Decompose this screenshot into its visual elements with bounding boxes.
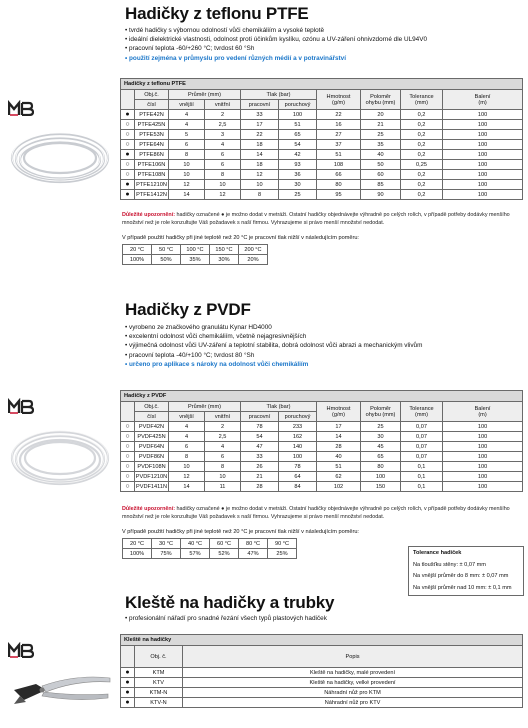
table-cell: 100 xyxy=(443,180,523,190)
ptfe-highlight: • použití zejména v průmyslu pro vedení různých médií a v potravinářství xyxy=(125,54,427,63)
table-cell: KTV-N xyxy=(135,698,183,708)
table-cell: PVDF1210N xyxy=(135,473,168,480)
table-cell: PTFE86N xyxy=(135,150,169,160)
table-cell: PTFE42N xyxy=(135,110,169,120)
table-cell: 25 xyxy=(361,422,401,432)
table-cell: 51 xyxy=(279,120,317,130)
table-cell: 64 xyxy=(279,472,317,482)
table-cell: 100 xyxy=(443,472,523,482)
table-cell: 6 xyxy=(205,160,241,170)
table-row xyxy=(121,120,523,130)
availability-mark: ○ xyxy=(121,432,135,442)
table-cell: 27 xyxy=(317,130,361,140)
pvdf-bullets xyxy=(125,323,422,369)
table-cell: 14 xyxy=(169,190,205,200)
table-cell: 0,07 xyxy=(401,422,443,432)
table-cell: 100 xyxy=(361,472,401,482)
table-cell: 100 xyxy=(443,462,523,472)
table-cell: 10 xyxy=(169,160,205,170)
table-cell: 100 xyxy=(443,150,523,160)
table-row xyxy=(121,472,523,482)
table-cell: 100 xyxy=(443,110,523,120)
table-cell: 25 xyxy=(361,130,401,140)
temp-cell: 40 °C xyxy=(181,539,210,549)
availability-mark: ○ xyxy=(121,442,135,452)
table-cell: Kleště na hadičky, velké provedení xyxy=(183,678,523,688)
pvdf-temp-note: V případě použití hadičky při jiné teplotě než 20 °C je pracovní tlak nižší v následujícím poměru: xyxy=(122,529,359,535)
table-cell: 100 xyxy=(443,160,523,170)
col-packaging: Balení (m) xyxy=(443,90,523,110)
table-cell: 11 xyxy=(205,482,241,492)
table-cell: 4 xyxy=(169,432,205,442)
ptfe-note: Důležité upozornění: hadičky označené ● je možno dodat v metráži. Ostatní hadičky objednávejte výhradně po celých rolích, v případě potřeby dodávky menšího množství než je role konzultujte Váš požadavek s naší firmou. Vyhrazujeme si právo menší množství nedodat. xyxy=(122,212,510,226)
col-working: pracovní xyxy=(241,412,279,422)
table-cell: 0,07 xyxy=(401,452,443,462)
cutter-table-title: Kleště na hadičky xyxy=(121,635,523,646)
table-cell: 4 xyxy=(205,442,241,452)
table-cell: 21 xyxy=(241,472,279,482)
table-cell: PTFE64N xyxy=(135,140,169,150)
brand-logo-icon xyxy=(8,100,34,116)
ptfe-bullet: • ideální dielektrické vlastnosti, odolnost proti účinkům kyslíku, ozónu a UV-záření ohnivzdorné dle UL94V0 xyxy=(125,35,427,44)
table-cell: 6 xyxy=(169,442,205,452)
col-packaging: Balení (m) xyxy=(443,402,523,422)
table-row xyxy=(121,668,523,678)
table-cell: 22 xyxy=(317,110,361,120)
table-row xyxy=(121,160,523,170)
temp-cell: 20 °C xyxy=(123,245,152,255)
table-cell: 162 xyxy=(279,432,317,442)
tolerance-line: Na vnější průměr do 8 mm: ± 0,07 mm xyxy=(413,573,509,579)
table-cell: 2 xyxy=(205,110,241,120)
table-cell: 45 xyxy=(361,442,401,452)
table-cell: PVDF64N xyxy=(135,442,169,452)
ptfe-temp-table xyxy=(122,244,268,265)
brand-logo-icon xyxy=(8,398,34,414)
table-cell: 54 xyxy=(241,432,279,442)
table-cell: PVDF425N xyxy=(135,432,169,442)
availability-mark: ● xyxy=(121,110,135,120)
col-tolerance: Tolerance (mm) xyxy=(401,402,443,422)
col-obj: Obj.č. xyxy=(135,90,169,100)
temp-cell: 100% xyxy=(123,255,152,265)
pvdf-table xyxy=(120,390,523,492)
col-radius: Poloměr ohybu (mm) xyxy=(361,90,401,110)
pvdf-bullet: • výjimečná odolnost vůči UV-záření a teplotní stabilita, dobrá odolnost vůči abrazi a mechanickým vlivům xyxy=(125,341,422,350)
col-diameter: Průměr (mm) xyxy=(169,402,241,412)
cutter-bullet: • profesionální nářadí pro snadné řezání všech typů plastových hadiček xyxy=(125,614,327,623)
table-cell: 100 xyxy=(443,120,523,130)
table-cell: 40 xyxy=(317,452,361,462)
availability-mark: ○ xyxy=(121,452,135,462)
col-inner: vnitřní xyxy=(205,100,241,110)
table-cell: 14 xyxy=(169,482,205,492)
ptfe-bullet: • tvrdé hadičky s výbornou odolností vůči chemikáliím a vysoké teplotě xyxy=(125,26,427,35)
table-cell: 4 xyxy=(205,140,241,150)
availability-mark: ● xyxy=(121,150,135,160)
pvdf-table-title: Hadičky z PVDF xyxy=(121,391,523,402)
table-cell: 20 xyxy=(361,110,401,120)
tolerance-box xyxy=(408,546,524,596)
table-row xyxy=(121,452,523,462)
table-cell: 100 xyxy=(443,130,523,140)
pvdf-bullet: • vyrobeno ze značkového granulátu Kynar HD4000 xyxy=(125,323,422,332)
table-cell: 18 xyxy=(241,160,279,170)
tolerance-line: Na tloušťku stěny: ± 0,07 mm xyxy=(413,561,486,568)
table-cell: 65 xyxy=(279,130,317,140)
table-cell: 2 xyxy=(205,422,241,432)
ptfe-bullet: • pracovní teplota -60/+260 °C; tvrdost 60 °Sh xyxy=(125,44,427,53)
table-cell: 100 xyxy=(443,432,523,442)
table-cell: 0,1 xyxy=(401,472,443,482)
temp-cell: 50% xyxy=(152,255,181,265)
col-weight: Hmotnost (g/m) xyxy=(317,402,361,422)
table-cell: 2,5 xyxy=(205,120,241,130)
table-cell: 26 xyxy=(241,462,279,472)
table-cell: 0,2 xyxy=(401,180,443,190)
availability-mark: ○ xyxy=(121,462,135,472)
table-cell: 8 xyxy=(169,452,205,462)
table-cell: 233 xyxy=(279,422,317,432)
table-row xyxy=(121,482,523,492)
temp-cell: 100 °C xyxy=(181,245,210,255)
col-pressure: Tlak (bar) xyxy=(241,90,317,100)
table-row xyxy=(121,140,523,150)
table-row xyxy=(121,170,523,180)
table-cell: 42 xyxy=(279,150,317,160)
table-cell: 4 xyxy=(169,422,205,432)
table-cell: 37 xyxy=(317,140,361,150)
col-working: pracovní xyxy=(241,100,279,110)
table-cell: 12 xyxy=(205,190,241,200)
table-cell: 25 xyxy=(279,190,317,200)
table-cell: 90 xyxy=(361,190,401,200)
table-cell: 100 xyxy=(443,452,523,462)
table-cell: Kleště na hadičky, malé provedení xyxy=(183,668,523,678)
availability-mark: ○ xyxy=(121,120,135,130)
temp-cell: 30 °C xyxy=(152,539,181,549)
col-number: čísl xyxy=(135,100,169,110)
table-cell: 150 xyxy=(361,482,401,492)
table-row xyxy=(121,130,523,140)
table-cell: 47 xyxy=(241,442,279,452)
availability-mark: ● xyxy=(121,698,135,708)
table-cell: 102 xyxy=(317,482,361,492)
pvdf-bullet: • pracovní teplota -40/+100 °C; tvrdost 80 °Sh xyxy=(125,351,422,360)
table-cell: 21 xyxy=(361,120,401,130)
pvdf-title: Hadičky z PVDF xyxy=(125,300,251,319)
col-outer: vnější xyxy=(169,412,205,422)
table-cell: 95 xyxy=(317,190,361,200)
table-cell: 5 xyxy=(169,130,205,140)
table-cell: 0,1 xyxy=(401,462,443,472)
table-cell: PVDF108N xyxy=(135,462,169,472)
table-cell: 85 xyxy=(361,180,401,190)
table-row xyxy=(121,688,523,698)
table-cell: 93 xyxy=(279,160,317,170)
table-row xyxy=(121,442,523,452)
ptfe-temp-note: V případě použití hadičky při jiné teplotě než 20 °C je pracovní tlak nižší v následujícím poměru: xyxy=(122,235,359,241)
table-cell: 10 xyxy=(205,472,241,482)
cutter-bullets xyxy=(125,614,327,623)
availability-mark: ○ xyxy=(121,140,135,150)
table-cell: 6 xyxy=(169,140,205,150)
ptfe-table-title: Hadičky z teflonu PTFE xyxy=(121,79,523,90)
availability-mark: ○ xyxy=(121,170,135,180)
table-cell: PTFE1412N xyxy=(136,191,167,198)
tube-cutter-image xyxy=(6,660,114,712)
pvdf-note: Důležité upozornění: hadičky označené ● je možno dodat v metráži. Ostatní hadičky objednávejte výhradně po celých rolích, v případě potřeby dodávky menšího množství než je role konzultujte Váš požadavek s naší firmou. Vyhrazujeme si právo menší množství nedodat. xyxy=(122,506,510,520)
table-row xyxy=(121,110,523,120)
temp-cell: 35% xyxy=(181,255,210,265)
table-cell: PTFE1210N xyxy=(136,181,167,188)
col-inner: vnitřní xyxy=(205,412,241,422)
pvdf-temp-table xyxy=(122,538,297,559)
brand-logo-icon xyxy=(8,642,34,658)
table-cell: 10 xyxy=(169,170,205,180)
cutter-table xyxy=(120,634,523,708)
col-radius: Poloměr ohybu (mm) xyxy=(361,402,401,422)
table-row xyxy=(121,678,523,688)
table-cell: 80 xyxy=(317,180,361,190)
table-cell: 8 xyxy=(205,462,241,472)
table-cell: 84 xyxy=(279,482,317,492)
table-cell: 40 xyxy=(361,150,401,160)
availability-mark: ○ xyxy=(121,130,135,140)
temp-cell: 25% xyxy=(268,549,297,559)
table-cell: 0,2 xyxy=(401,110,443,120)
table-cell: 108 xyxy=(317,160,361,170)
table-cell: 10 xyxy=(205,180,241,190)
table-cell: 6 xyxy=(205,150,241,160)
table-cell: 33 xyxy=(241,452,279,462)
table-cell: 8 xyxy=(241,190,279,200)
table-cell: 100 xyxy=(443,482,523,492)
table-cell: 0,2 xyxy=(401,190,443,200)
col-description: Popis xyxy=(183,646,523,668)
table-cell: 100 xyxy=(279,452,317,462)
table-cell: PTFE425N xyxy=(135,120,169,130)
table-cell: 0,2 xyxy=(401,120,443,130)
table-cell: 6 xyxy=(205,452,241,462)
table-cell: 30 xyxy=(279,180,317,190)
table-cell: 140 xyxy=(279,442,317,452)
table-cell: Náhradní nůž pro KTM xyxy=(183,688,523,698)
tolerance-line: Na vnější průměr nad 10 mm: ± 0,1 mm xyxy=(413,584,512,591)
availability-mark: ● xyxy=(121,180,135,190)
table-cell: 60 xyxy=(361,170,401,180)
table-cell: 10 xyxy=(241,180,279,190)
table-row xyxy=(121,432,523,442)
table-cell: PTFE108N xyxy=(135,170,169,180)
availability-mark: ● xyxy=(121,678,135,688)
pvdf-bullet: • excelentní odolnost vůči chemikáliím, včetně nejagresivnějších xyxy=(125,332,422,341)
table-cell: 78 xyxy=(279,462,317,472)
table-cell: 16 xyxy=(317,120,361,130)
col-number: čísl xyxy=(135,412,169,422)
table-cell: PTFE53N xyxy=(135,130,169,140)
table-cell: PVDF42N xyxy=(135,422,169,432)
availability-mark: ○ xyxy=(121,160,135,170)
col-diameter: Průměr (mm) xyxy=(169,90,241,100)
table-cell: PVDF1411N xyxy=(136,483,167,490)
table-cell: 36 xyxy=(279,170,317,180)
table-cell: 78 xyxy=(241,422,279,432)
table-cell: 35 xyxy=(361,140,401,150)
tolerance-title: Tolerance hadiček xyxy=(413,550,462,556)
table-cell: PVDF86N xyxy=(135,452,169,462)
tube-coil-image xyxy=(8,122,112,194)
ptfe-table xyxy=(120,78,523,200)
table-cell: 28 xyxy=(241,482,279,492)
table-cell: 12 xyxy=(169,180,205,190)
temp-cell: 20% xyxy=(239,255,268,265)
table-cell: 100 xyxy=(443,190,523,200)
temp-cell: 50 °C xyxy=(152,245,181,255)
table-cell: 54 xyxy=(279,140,317,150)
availability-mark: ○ xyxy=(121,422,135,432)
table-cell: 0,2 xyxy=(401,150,443,160)
table-cell: 22 xyxy=(241,130,279,140)
availability-mark: ● xyxy=(121,190,135,200)
table-cell: 12 xyxy=(241,170,279,180)
temp-cell: 20 °C xyxy=(123,539,152,549)
table-row xyxy=(121,190,523,200)
table-cell: 100 xyxy=(279,110,317,120)
table-cell: 4 xyxy=(169,120,205,130)
table-row xyxy=(121,462,523,472)
availability-mark: ○ xyxy=(121,482,135,492)
table-cell: KTM-N xyxy=(135,688,183,698)
temp-cell: 30% xyxy=(210,255,239,265)
table-cell: 17 xyxy=(317,422,361,432)
pvdf-highlight: • určeno pro aplikace s nároky na odolnost vůči chemikáliím xyxy=(125,360,422,369)
table-cell: 0,07 xyxy=(401,442,443,452)
table-cell: Náhradní nůž pro KTV xyxy=(183,698,523,708)
table-cell: 4 xyxy=(169,110,205,120)
table-cell: KTV xyxy=(135,678,183,688)
col-pressure: Tlak (bar) xyxy=(241,402,317,412)
temp-cell: 47% xyxy=(239,549,268,559)
table-cell: 0,2 xyxy=(401,170,443,180)
table-cell: 8 xyxy=(169,150,205,160)
table-row xyxy=(121,150,523,160)
temp-cell: 52% xyxy=(210,549,239,559)
table-cell: 30 xyxy=(361,432,401,442)
temp-cell: 200 °C xyxy=(239,245,268,255)
col-burst: poruchový xyxy=(279,412,317,422)
availability-mark: ● xyxy=(121,668,135,678)
table-cell: 80 xyxy=(361,462,401,472)
table-row xyxy=(121,698,523,708)
table-cell: 14 xyxy=(241,150,279,160)
table-cell: 100 xyxy=(443,170,523,180)
table-cell: 51 xyxy=(317,462,361,472)
table-cell: 0,07 xyxy=(401,432,443,442)
col-burst: poruchový xyxy=(279,100,317,110)
col-outer: vnější xyxy=(169,100,205,110)
table-cell: 18 xyxy=(241,140,279,150)
table-cell: 65 xyxy=(361,452,401,462)
table-cell: PTFE106N xyxy=(135,160,169,170)
temp-cell: 75% xyxy=(152,549,181,559)
table-cell: 100 xyxy=(443,140,523,150)
table-cell: 2,5 xyxy=(205,432,241,442)
table-cell: 66 xyxy=(317,170,361,180)
table-cell: 0,25 xyxy=(401,160,443,170)
ptfe-title: Hadičky z teflonu PTFE xyxy=(125,4,309,23)
temp-cell: 57% xyxy=(181,549,210,559)
col-obj: Obj. č. xyxy=(135,646,183,668)
col-weight: Hmotnost (g/m) xyxy=(317,90,361,110)
table-cell: 28 xyxy=(317,442,361,452)
availability-mark: ● xyxy=(121,688,135,698)
col-tolerance: Tolerance (mm) xyxy=(401,90,443,110)
table-row xyxy=(121,422,523,432)
temp-cell: 150 °C xyxy=(210,245,239,255)
ptfe-bullets xyxy=(125,26,427,63)
table-cell: 0,1 xyxy=(401,482,443,492)
cutter-title: Kleště na hadičky a trubky xyxy=(125,593,335,612)
availability-mark: ○ xyxy=(121,472,135,482)
temp-cell: 100% xyxy=(123,549,152,559)
table-cell: 100 xyxy=(443,442,523,452)
table-cell: 10 xyxy=(169,462,205,472)
table-cell: 3 xyxy=(205,130,241,140)
table-row xyxy=(121,180,523,190)
table-cell: 62 xyxy=(317,472,361,482)
temp-cell: 80 °C xyxy=(239,539,268,549)
table-cell: 0,2 xyxy=(401,130,443,140)
temp-cell: 60 °C xyxy=(210,539,239,549)
table-cell: 50 xyxy=(361,160,401,170)
tube-coil-image xyxy=(8,420,112,496)
table-cell: 12 xyxy=(169,472,205,482)
table-cell: 100 xyxy=(443,422,523,432)
table-cell: 8 xyxy=(205,170,241,180)
table-cell: 33 xyxy=(241,110,279,120)
table-cell: 14 xyxy=(317,432,361,442)
table-cell: KTM xyxy=(135,668,183,678)
table-cell: 0,2 xyxy=(401,140,443,150)
table-cell: 51 xyxy=(317,150,361,160)
table-cell: 17 xyxy=(241,120,279,130)
col-obj: Obj.č. xyxy=(135,402,169,412)
temp-cell: 90 °C xyxy=(268,539,297,549)
